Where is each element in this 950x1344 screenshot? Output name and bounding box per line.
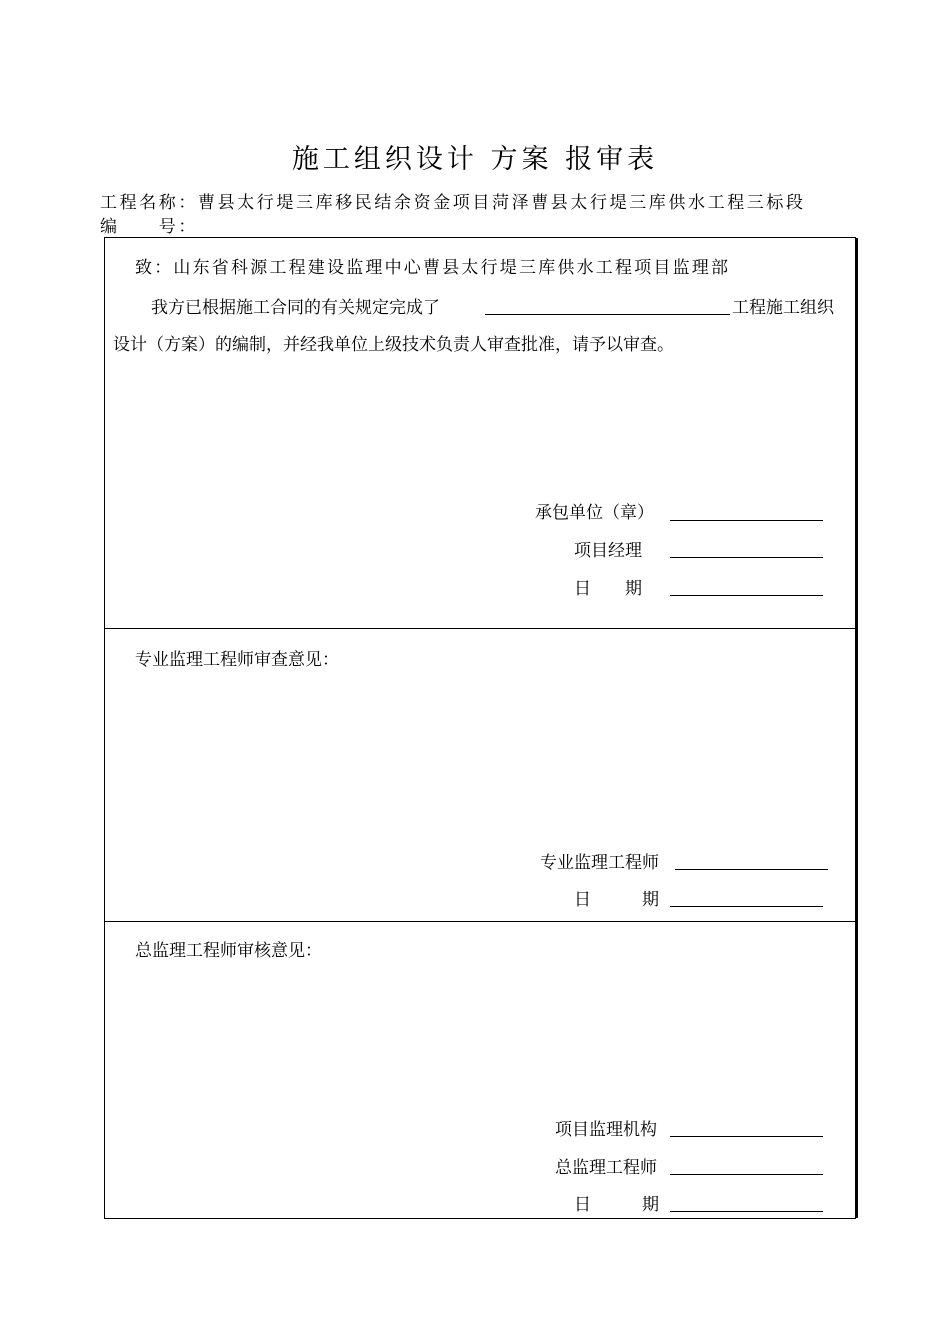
project-manager-label: 项目经理 xyxy=(574,541,642,561)
project-name-blank[interactable] xyxy=(485,314,730,315)
date-field-1[interactable] xyxy=(670,595,823,596)
supervision-org-label: 项目监理机构 xyxy=(555,1120,657,1140)
engineer-sign-label: 专业监理工程师 xyxy=(540,853,659,873)
chief-engineer-field[interactable] xyxy=(670,1174,823,1175)
project-name-label: 工程名称： xyxy=(100,193,198,213)
form-table xyxy=(104,237,856,1219)
submission-text-part1: 我方已根据施工合同的有关规定完成了 xyxy=(151,298,440,318)
date-label-1: 日 期 xyxy=(574,579,642,599)
chief-engineer-section xyxy=(105,922,855,1218)
project-name-value: 曹县太行堤三库移民结余资金项目菏泽曹县太行堤三库供水工程三标段 xyxy=(198,193,806,213)
submission-text-part2: 工程施工组织 xyxy=(732,298,834,318)
engineer-sign-field[interactable] xyxy=(675,869,828,870)
supervision-org-field[interactable] xyxy=(670,1136,823,1137)
project-name-row xyxy=(100,188,806,213)
contractor-seal-field[interactable] xyxy=(670,520,823,521)
chief-engineer-label: 总监理工程师 xyxy=(555,1158,657,1178)
date-label-3: 日 期 xyxy=(574,1195,659,1215)
addressee-line: 致：山东省科源工程建设监理中心曹县太行堤三库供水工程项目监理部 xyxy=(135,258,731,278)
number-row xyxy=(100,212,198,237)
engineer-review-heading: 专业监理工程师审查意见： xyxy=(135,650,339,670)
contractor-submission-section xyxy=(105,238,855,629)
chief-review-heading: 总监理工程师审核意见： xyxy=(135,941,322,961)
form-title: 施工组织设计 方案 报审表 xyxy=(291,144,659,175)
number-label: 编 号： xyxy=(100,217,198,237)
supervising-engineer-section xyxy=(105,629,855,922)
submission-text-line2: 设计（方案）的编制，并经我单位上级技术负责人审查批准，请予以审查。 xyxy=(113,335,674,355)
date-field-3[interactable] xyxy=(670,1211,823,1212)
contractor-seal-label: 承包单位（章） xyxy=(535,503,654,523)
date-field-2[interactable] xyxy=(670,906,823,907)
project-manager-field[interactable] xyxy=(670,557,823,558)
date-label-2: 日 期 xyxy=(574,890,659,910)
